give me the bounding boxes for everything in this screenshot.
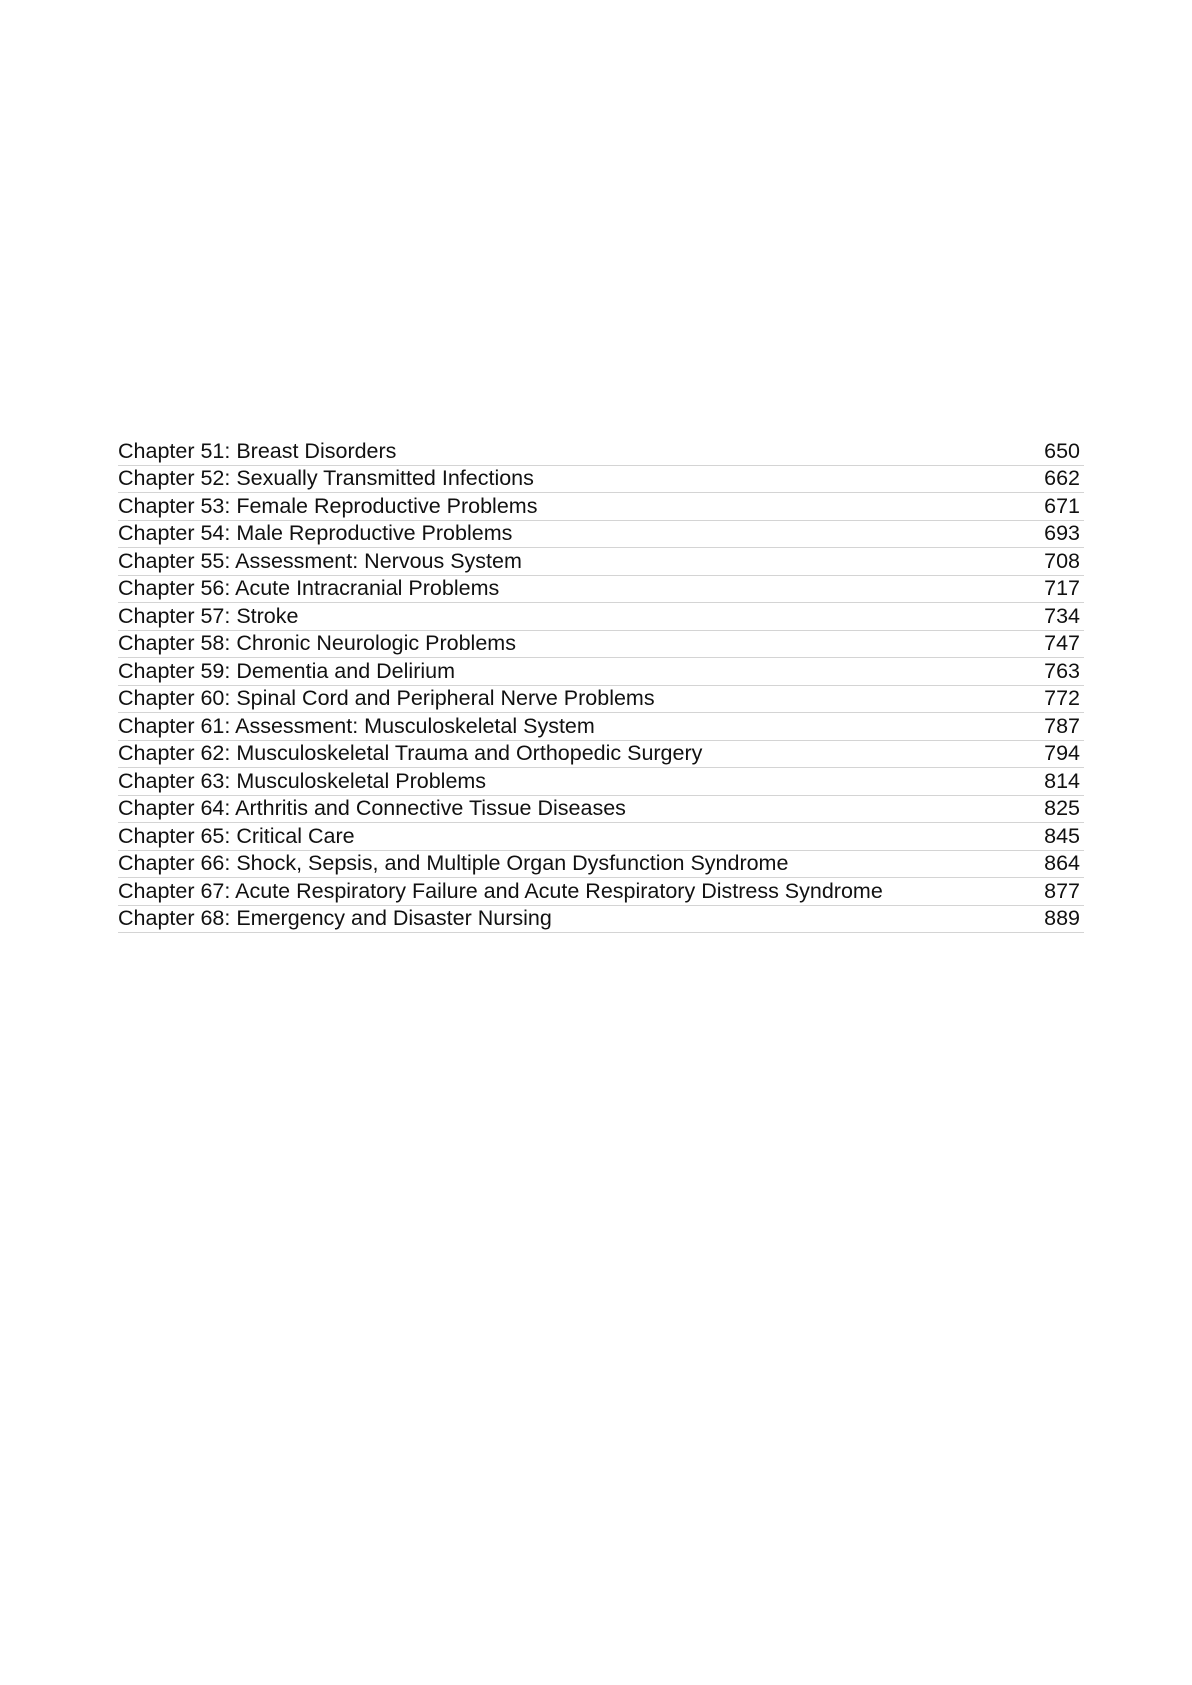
toc-entry-title: Chapter 58: Chronic Neurologic Problems: [118, 631, 516, 655]
toc-entry[interactable]: [118, 823, 1084, 851]
toc-entry[interactable]: [118, 576, 1084, 604]
toc-entry[interactable]: [118, 658, 1084, 686]
toc-entry-page: 662: [1044, 466, 1080, 490]
toc-entry[interactable]: [118, 768, 1084, 796]
toc-entry-title: Chapter 54: Male Reproductive Problems: [118, 521, 513, 545]
toc-entry-title: Chapter 57: Stroke: [118, 603, 299, 628]
toc-entry-title: Chapter 63: Musculoskeletal Problems: [118, 768, 487, 793]
toc-entry-title: Chapter 66: Shock, Sepsis, and Multiple Organ Dysfunction Syndrome: [118, 851, 789, 875]
toc-entry-page: 889: [1044, 906, 1080, 930]
toc-entry-page: 794: [1044, 741, 1080, 765]
toc-entry[interactable]: [118, 906, 1084, 934]
toc-entry[interactable]: [118, 548, 1084, 576]
toc-entry[interactable]: [118, 438, 1084, 466]
toc-entry[interactable]: [118, 686, 1084, 714]
toc-entry-title: Chapter 52: Sexually Transmitted Infections: [118, 466, 534, 490]
toc-entry-title: Chapter 65: Critical Care: [118, 823, 355, 848]
toc-entry-title: Chapter 60: Spinal Cord and Peripheral Nerve Problems: [118, 686, 655, 710]
toc-entry[interactable]: [118, 796, 1084, 824]
toc-entry-page: 845: [1044, 823, 1080, 848]
toc-entry[interactable]: [118, 741, 1084, 769]
toc-entry-title: Chapter 64: Arthritis and Connective Tissue Diseases: [118, 796, 626, 820]
toc-entry[interactable]: [118, 603, 1084, 631]
toc-entry[interactable]: [118, 466, 1084, 494]
toc-entry-title: Chapter 59: Dementia and Delirium: [118, 658, 455, 683]
toc-entry-title: Chapter 53: Female Reproductive Problems: [118, 493, 538, 518]
toc-entry[interactable]: [118, 493, 1084, 521]
toc-entry-page: 650: [1044, 438, 1080, 463]
table-of-contents: [118, 438, 1084, 933]
toc-entry-page: 877: [1044, 878, 1080, 903]
toc-entry-title: Chapter 67: Acute Respiratory Failure and Acute Respiratory Distress Syndrome: [118, 878, 883, 903]
toc-entry[interactable]: [118, 713, 1084, 741]
toc-entry-page: 763: [1044, 658, 1080, 683]
toc-entry-title: Chapter 62: Musculoskeletal Trauma and Orthopedic Surgery: [118, 741, 703, 765]
toc-entry-page: 747: [1044, 631, 1080, 655]
toc-entry-page: 671: [1044, 493, 1080, 518]
toc-entry[interactable]: [118, 521, 1084, 549]
toc-entry-page: 734: [1044, 603, 1080, 628]
toc-entry-page: 814: [1044, 768, 1080, 793]
toc-entry[interactable]: [118, 851, 1084, 879]
toc-entry-title: Chapter 61: Assessment: Musculoskeletal System: [118, 713, 595, 738]
toc-entry-title: Chapter 55: Assessment: Nervous System: [118, 548, 522, 573]
toc-entry-page: 693: [1044, 521, 1080, 545]
toc-entry-page: 717: [1044, 576, 1080, 600]
toc-entry-page: 708: [1044, 548, 1080, 573]
toc-entry[interactable]: [118, 878, 1084, 906]
toc-entry-title: Chapter 56: Acute Intracranial Problems: [118, 576, 500, 600]
toc-entry[interactable]: [118, 631, 1084, 659]
toc-entry-page: 825: [1044, 796, 1080, 820]
toc-entry-title: Chapter 51: Breast Disorders: [118, 438, 397, 463]
toc-entry-page: 772: [1044, 686, 1080, 710]
toc-entry-page: 787: [1044, 713, 1080, 738]
toc-entry-title: Chapter 68: Emergency and Disaster Nursing: [118, 906, 552, 930]
toc-entry-page: 864: [1044, 851, 1080, 875]
